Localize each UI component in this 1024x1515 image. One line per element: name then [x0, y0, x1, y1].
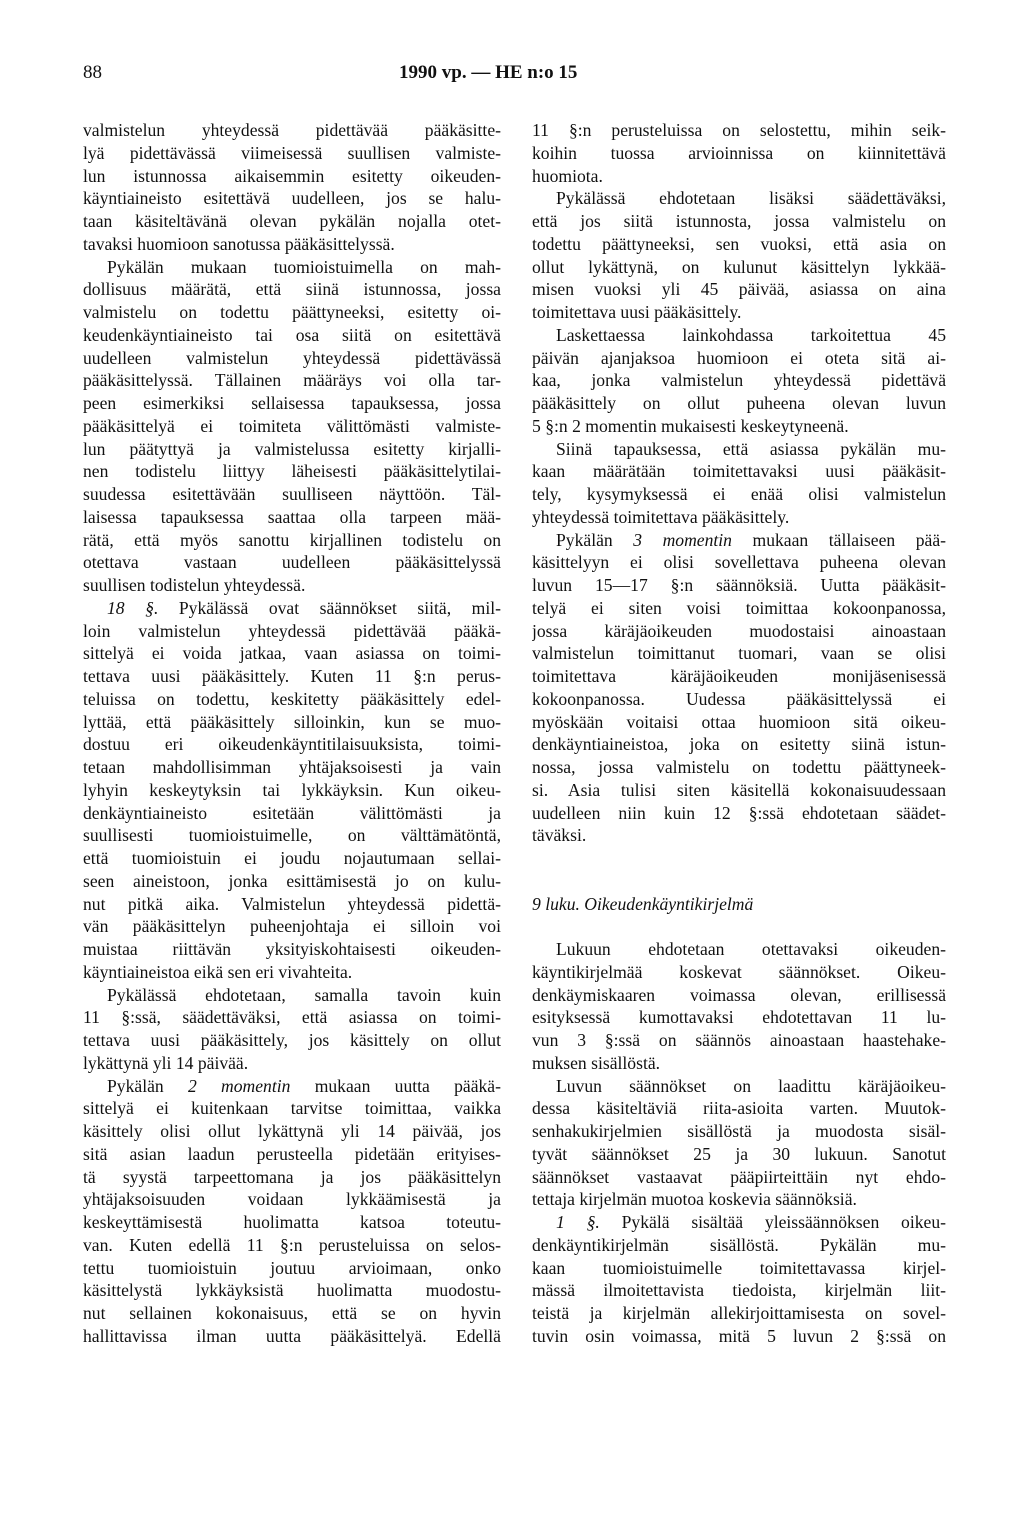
text-line: lyttää, että pääkäsittely silloinkin, kun se muo- — [83, 711, 501, 732]
text-line: seen aineistoon, jonka esittämisestä jo on kulu- — [83, 870, 501, 891]
text-line: säännökset vastaavat pääpiirteittäin nyt ehdo- — [532, 1166, 946, 1187]
text-line: pääkäsittelyä ei toimiteta välittömästi valmiste- — [83, 415, 501, 436]
text-line: suullisesti tuomioistuimelle, on välttämätöntä, — [83, 825, 501, 846]
text-line: lyhyin keskeytyksin tai lykkäyksin. Kun oikeu- — [83, 779, 501, 800]
text-line: telyä ei siten voisi toimittaa kokoonpanossa, — [532, 597, 946, 618]
page-number: 88 — [83, 62, 102, 83]
text-line: Pykälässä ehdotetaan, samalla tavoin kuin — [107, 984, 501, 1005]
italic-reference: 2 momentin — [187, 1075, 291, 1096]
text-line: 18 §. Pykälässä ovat säännökset siitä, mil- — [107, 597, 501, 618]
text-line: 1 §. Pykälä sisältää yleissäännöksen oikeu- — [556, 1212, 946, 1232]
text-line: otettava vastaan uudelleen pääkäsittelyssä — [83, 552, 501, 573]
text-line: että jos siitä istunnosta, jossa valmistelu on — [532, 211, 946, 231]
text-line: peen esimerkiksi sellaisessa tapauksessa, jossa — [83, 393, 501, 413]
text-line: vän pääkäsittelyn puheenjohtaja ei silloin voi — [83, 916, 501, 937]
text-line: si. Asia tulisi siten käsitellä kokonaisuudessaan — [532, 779, 946, 800]
text-line: sitä asian laadun perusteella pidetään erityises- — [83, 1143, 501, 1164]
text-line: valmistelun toimittanut tuomari, vaan se olisi — [532, 643, 946, 664]
text-line: kaa, jonka valmistelun yhteydessä pidettävä — [532, 370, 946, 391]
text-line — [532, 847, 946, 870]
text-line: Pykälän 3 momentin mukaan tällaiseen pää- — [556, 529, 946, 550]
text-line: sittelyä ei kuitenkaan tarvitse toimittaa, vaikka — [83, 1098, 501, 1119]
text-line: keudenkäyntiaineisto tai osa siitä on esitettävä — [83, 324, 501, 345]
text-line: pääkäsittely on ollut puheena olevan luvun — [532, 393, 946, 413]
text-line: todettu päättyneeksi, sen vuoksi, että asia on — [532, 233, 946, 254]
text-line: käyntikirjelmää koskevat säännökset. Oikeu- — [532, 961, 946, 982]
text-line: dollisuus määrätä, että siinä istunnossa, jossa — [83, 279, 501, 300]
text-line: sittelyä ei voida jatkaa, vaan asiassa on toimi- — [83, 643, 501, 664]
text-line: lyä pidettävässä viimeisessä suullisen valmiste- — [83, 142, 501, 163]
text-line: valmistelun yhteydessä pidettävää pääkäsitte- — [83, 120, 501, 140]
text-line: Pykälässä ehdotetaan lisäksi säädettäväksi, — [556, 188, 946, 209]
text-line: muistaa riittävän yksityiskohtaisesti oikeuden- — [83, 939, 501, 959]
text-line: jossa käräjäoikeuden muodostaisi ainoastaan — [532, 620, 946, 641]
text-line: tettava uusi pääkäsittely. Kuten 11 §:n perus- — [83, 666, 501, 686]
text-line: 11 §:ssä, säädettäväksi, että asiassa on toimi- — [83, 1007, 501, 1028]
right-text-column — [532, 119, 946, 1348]
text-line: loin valmistelun yhteydessä pidettävää pääkä- — [83, 620, 501, 641]
text-line: että tuomioistuin ei joudu nojautumaan sellai- — [83, 848, 501, 868]
text-line: teistä ja kirjelmän allekirjoittamisesta on sovel- — [532, 1303, 946, 1323]
text-line: dostuu eri oikeudenkäyntitilaisuuksista, toimi- — [83, 734, 501, 755]
italic-reference: 1 §. — [556, 1212, 600, 1232]
text-line: käyntiaineisto esitettävä uudelleen, jos se halu- — [83, 188, 501, 209]
text-line: yhtäjaksoisuuden voidaan lykkäämisestä ja — [83, 1189, 501, 1210]
text-line: uudelleen valmistelun yhteydessä pidettävässä — [83, 347, 501, 368]
text-line: nut sellainen kokonaisuus, että se on hyvin — [83, 1303, 501, 1323]
text-line: denkäyntiaineistoa, joka on esitetty siinä istun- — [532, 734, 946, 755]
text-line: 5 §:n 2 momentin mukaisesti keskeytyneenä. — [532, 415, 849, 436]
text-line: täväksi. — [532, 825, 587, 846]
text-line: laisessa tapauksessa saattaa olla tarpeen mää- — [83, 506, 501, 527]
text-line: koihin tuossa arvioinnissa on kiinnitettävä — [532, 142, 946, 163]
text-line: huomiota. — [532, 165, 603, 186]
text-line: dessa käsiteltäviä riita-asioita varten. Muutok- — [532, 1098, 946, 1119]
text-line: nen todistelu liittyy läheisesti pääkäsittelytilai- — [83, 461, 501, 482]
text-line: tettava uusi pääkäsittely, jos käsittely on ollut — [83, 1030, 501, 1050]
text-line: tavaksi huomioon sanotussa pääkäsittelyssä. — [83, 233, 395, 254]
left-text-column — [83, 119, 501, 1348]
text-line: käyntiaineistoa eikä sen eri vivahteita. — [83, 961, 353, 982]
text-line: kokoonpanossa. Uudessa pääkäsittelyssä ei — [532, 688, 946, 709]
section-heading: 9 luku. Oikeudenkäyntikirjelmä — [532, 893, 754, 914]
text-line: Luvun säännökset on laadittu käräjäoikeu- — [556, 1075, 946, 1096]
text-line: tettaja kirjelmän muotoa koskevia säännöksiä. — [532, 1189, 857, 1210]
text-line: van. Kuten edellä 11 §:n perusteluissa on selos- — [83, 1234, 501, 1255]
text-line: käsittely olisi ollut lykättynä yli 14 päivää, jos — [83, 1121, 501, 1141]
text-line: Laskettaessa lainkohdassa tarkoitettua 45 — [556, 324, 946, 345]
text-line — [532, 870, 946, 893]
text-line: tely, kysymyksessä ei enää olisi valmistelun — [532, 484, 946, 504]
italic-reference: 3 momentin — [633, 529, 732, 550]
text-line: luvun 15—17 §:n säännöksiä. Uutta pääkäsit- — [532, 575, 946, 595]
text-line: lun istunnossa aikaisemmin esitetty oikeuden- — [83, 165, 501, 186]
text-line: pääkäsittelyssä. Tällainen määräys voi olla tar- — [83, 370, 501, 391]
text-line: Pykälän 2 momentin mukaan uutta pääkä- — [107, 1075, 501, 1096]
text-line: denkäyntiaineisto esitetään välittömästi ja — [83, 802, 501, 823]
text-line: päivän ajanjaksoa huomioon ei oteta sitä ai- — [532, 347, 946, 368]
italic-reference: 18 §. — [107, 597, 159, 618]
text-line: taan käsiteltävänä olevan pykälän nojalla otet- — [83, 211, 501, 231]
text-line: 11 §:n perusteluissa on selostettu, mihin seik- — [532, 120, 946, 140]
text-line: hallittavissa ilman uutta pääkäsittelyä. Edellä — [83, 1325, 501, 1346]
text-line: esityksessä kumottavaksi ehdotettavan 11 lu- — [532, 1007, 946, 1028]
text-line: käsittelyyn ei olisi sovellettava puheena olevan — [532, 552, 946, 573]
text-line: Lukuun ehdotetaan otettavaksi oikeuden- — [556, 939, 946, 959]
text-line: Siinä tapauksessa, että asiassa pykälän mu- — [556, 438, 946, 459]
text-line: tetaan mahdollisimman yhtäjaksoisesti ja vain — [83, 757, 501, 777]
text-line: yhteydessä toimitettava pääkäsittely. — [532, 506, 790, 527]
text-line: nut pitkä aika. Valmistelun yhteydessä pidettä- — [83, 893, 501, 914]
text-line: denkäyntikirjelmän sisällöstä. Pykälän mu- — [532, 1234, 946, 1255]
text-line: teluissa on todettu, keskitetty pääkäsittely edel- — [83, 688, 501, 709]
text-line: uudelleen niin kuin 12 §:ssä ehdotetaan säädet- — [532, 802, 946, 823]
text-line: toimitettava käräjäoikeuden monijäsenisessä — [532, 666, 946, 686]
text-line: senhakukirjelmien sisällöstä ja muodosta sisäl- — [532, 1121, 946, 1141]
text-line: rätä, että myös sanottu kirjallinen todistelu on — [83, 529, 501, 550]
text-line: suullisen todistelun yhteydessä. — [83, 575, 306, 595]
text-line: kaan tuomioistuimelle toimitettavassa kirjel- — [532, 1257, 946, 1278]
text-line: Pykälän mukaan tuomioistuimella on mah- — [107, 256, 501, 277]
text-line: toimitettava uusi pääkäsittely. — [532, 302, 742, 322]
text-line: käsittelystä lykkäyksistä huolimatta muodostu- — [83, 1280, 501, 1301]
text-line: denkäymiskaaren voimassa olevan, erillisessä — [532, 984, 946, 1005]
text-line: tyvät säännökset 25 ja 30 lukuun. Sanotut — [532, 1143, 946, 1164]
text-line: tuvin osin voimassa, mitä 5 luvun 2 §:ssä on — [532, 1325, 946, 1346]
text-line: tettu tuomioistuin joutuu arvioimaan, onko — [83, 1257, 501, 1278]
text-line: lun päätyttyä ja valmistelussa esitetty kirjalli- — [83, 438, 501, 459]
page-header — [83, 62, 943, 88]
text-line: suudessa esitettävään suulliseen näyttöön. Täl- — [83, 484, 501, 504]
running-head: 1990 vp. — HE n:o 15 — [399, 62, 578, 83]
text-line: tä syystä tarpeettomana ja jos pääkäsittelyn — [83, 1166, 501, 1187]
text-line — [532, 915, 946, 938]
text-line: myöskään voitaisi ottaa huomioon sitä oikeu- — [532, 711, 946, 732]
text-line: misen vuoksi yli 45 päivää, asiassa on aina — [532, 279, 946, 300]
text-line: valmistelu on todettu päättyneeksi, esitetty oi- — [83, 302, 501, 322]
text-line: mässä ilmoitettavista tiedoista, kirjelmän liit- — [532, 1280, 946, 1301]
text-line: kaan määrätään toimitettavaksi uusi pääkäsit- — [532, 461, 946, 482]
text-line: keskeyttämisestä huolimatta katsoa toteutu- — [83, 1212, 501, 1232]
text-line: nossa, jossa valmistelu on todettu päättyneek- — [532, 757, 946, 777]
text-line: vun 3 §:ssä on säännös ainoastaan haastehake- — [532, 1030, 946, 1050]
text-line: lykättynä yli 14 päivää. — [83, 1052, 249, 1073]
text-line: ollut lykättynä, on kulunut käsittelyn lykkää- — [532, 256, 946, 277]
text-line: muksen sisällöstä. — [532, 1052, 661, 1073]
